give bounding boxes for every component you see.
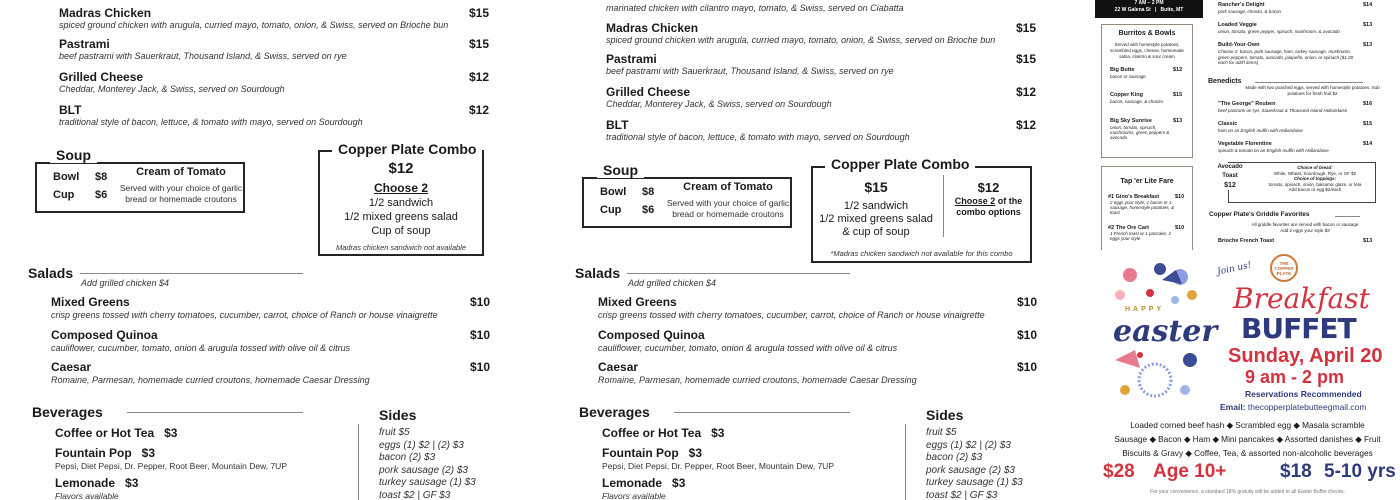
sandwich-desc: spiced ground chicken with arugula, curried mayo, tomato, onion, & Swiss, served on Brioche bun — [606, 35, 996, 45]
child-age: 5-10 yrs — [1324, 461, 1396, 482]
combo-choose-rest: of the — [995, 196, 1023, 206]
soup-desc: bread or homemade croutons — [672, 209, 784, 219]
adult-price: $28 — [1103, 461, 1135, 482]
salad-desc: Romaine, Parmesan, homemade curried croutons, homemade Caesar Dressing — [51, 375, 370, 385]
menu-item-price: $12 — [1173, 67, 1183, 73]
salad-desc: cauliflower, cucumber, tomato, onion & arugula tossed with olive oil & citrus — [598, 343, 898, 353]
menu-item-desc: bacon or sausage — [1110, 74, 1146, 79]
sandwich-desc: spiced ground chicken with arugula, curried mayo, tomato, onion, & Swiss, served on Brioche bun — [59, 20, 449, 30]
avocado-options — [1260, 165, 1370, 193]
avocado-title-1: Avocado — [1217, 164, 1243, 170]
sandwich-name: Grilled Cheese — [606, 85, 691, 99]
email-label: Email: — [1220, 402, 1246, 412]
benedicts-desc: Made with two poached eggs, served with homestyle potatoes. Sub potatoes for fresh fruit $2 — [1245, 85, 1380, 96]
toppings-addon: Add bacon or egg $2/each — [1288, 187, 1342, 192]
combo-price: $15 — [864, 179, 888, 195]
buffet-items-1: Loaded corned beef hash ◆ Scrambled egg ◆ Masala scramble — [1130, 420, 1365, 430]
salads-title: Salads — [28, 265, 74, 281]
combo-price: $12 — [388, 160, 414, 177]
soup-price: $8 — [642, 186, 655, 198]
menu-item-desc: pork sausage, chorizo, & bacon — [1218, 9, 1282, 14]
child-price: $18 — [1280, 461, 1312, 482]
combo-note: *Madras chicken sandwich not available for this combo — [830, 249, 1013, 258]
side-item: fruit $5 — [926, 427, 957, 438]
sandwich-name: Pastrami — [606, 52, 657, 66]
beverage-name: Lemonade — [55, 476, 116, 490]
beverage-item — [602, 476, 685, 490]
salad-name: Mixed Greens — [51, 295, 130, 309]
combo-option: 1/2 mixed greens salad — [819, 213, 933, 225]
salad-desc: crisp greens tossed with cherry tomatoes, cucumber, carrot, choice of Ranch or house vinaigrette — [598, 310, 985, 320]
easter-text: easter — [1113, 314, 1218, 349]
easter-flyer — [1095, 250, 1400, 500]
sandwich-price: $15 — [1015, 21, 1036, 35]
combo-divider — [943, 175, 944, 237]
sandwich-price: $15 — [468, 6, 489, 20]
menu-item-name: Vegetable Florentine — [1218, 141, 1272, 147]
beverage-price: $3 — [688, 446, 703, 460]
soup-desc: Served with your choice of garlic — [666, 198, 790, 208]
menu-item-price: $16 — [1363, 101, 1373, 107]
combo-title: Copper Plate Combo — [332, 141, 482, 157]
lunch-menu-left — [0, 0, 545, 500]
menu-item-price: $13 — [1173, 118, 1183, 124]
adult-age: Age 10+ — [1153, 461, 1227, 482]
soup-name: Cream of Tomato — [683, 181, 773, 193]
lite-fare-title: Tap 'er Lite Fare — [1120, 178, 1174, 185]
soup-desc: bread or homemade croutons — [125, 194, 237, 204]
avocado-title — [1205, 163, 1255, 190]
menu-item-name: Copper King — [1110, 92, 1143, 98]
sandwich-name: Madras Chicken — [59, 6, 152, 20]
menu-item-desc: ham on an English muffin with Hollandaise — [1218, 128, 1303, 133]
side-item: bacon (2) $3 — [379, 452, 436, 463]
menu-item-desc: 2 eggs your style, 1 bacon or 1 sausage, homestyle potatoes, & toast — [1110, 200, 1175, 215]
side-item: pork sausage (2) $3 — [379, 464, 468, 476]
menu-item-price: $14 — [1363, 2, 1373, 8]
address: 22 W Galena St | Butte, MT — [1114, 7, 1184, 13]
menu-item-desc: onion, tomato, spinach, mushrooms, green peppers & avocado — [1110, 125, 1170, 140]
join-us-text: Join us! — [1216, 260, 1253, 278]
griddle-price: $13 — [1363, 238, 1373, 244]
sandwich-name: Pastrami — [59, 37, 110, 51]
menu-item-price: $15 — [1363, 121, 1373, 127]
divider — [627, 273, 850, 274]
soup-size: Bowl — [53, 171, 80, 183]
avocado-price: $12 — [1224, 182, 1236, 189]
soup-desc: Served with your choice of garlic — [119, 183, 243, 193]
sandwich-name: BLT — [59, 103, 82, 117]
combo-note: Madras chicken sandwich not available — [335, 243, 467, 252]
happy-text: HAPPY — [1125, 306, 1165, 313]
menu-item-price: $10 — [1175, 194, 1185, 200]
sandwich-name: Grilled Cheese — [59, 70, 144, 84]
menu-item-name: "The George" Reuben — [1218, 101, 1276, 107]
lunch-menu-middle — [547, 0, 1092, 500]
sandwich-price: $12 — [1015, 85, 1036, 99]
breakfast-title: Breakfast — [1233, 282, 1370, 315]
salads-note: Add grilled chicken $4 — [628, 278, 717, 288]
beverage-name: Coffee or Hot Tea — [55, 426, 155, 440]
menu-item-price: $14 — [1363, 141, 1373, 147]
salad-name: Composed Quinoa — [598, 328, 705, 342]
sandwich-desc: marinated chicken with cilantro mayo, tomato, & Swiss, served on Ciabatta — [606, 3, 904, 13]
beverage-item — [55, 426, 177, 440]
soup-size: Cup — [53, 189, 75, 201]
salad-desc: cauliflower, cucumber, tomato, onion & arugula tossed with olive oil & citrus — [51, 343, 351, 353]
menu-item-desc: 1 French toast or 1 pancake, 2 eggs your style — [1110, 231, 1172, 241]
sides-title: Sides — [926, 407, 964, 423]
side-item: turkey sausage (1) $3 — [379, 477, 476, 488]
sandwich-name: BLT — [606, 118, 629, 132]
combo-price-half: $12 — [977, 180, 1000, 195]
sandwich-desc: traditional style of bacon, lettuce, & tomato with mayo, served on Sourdough — [606, 132, 910, 142]
salads-note: Add grilled chicken $4 — [81, 278, 170, 288]
event-time: 9 am - 2 pm — [1245, 367, 1345, 387]
beverage-item — [55, 476, 138, 490]
menu-item-price: $15 — [1173, 92, 1183, 98]
buffet-items-2: Sausage ◆ Bacon ◆ Ham ◆ Mini pancakes ◆ Assorted danishes ◆ Fruit — [1114, 434, 1381, 444]
buffet-title: BUFFET — [1241, 312, 1356, 345]
beverage-desc: Pepsi, Diet Pepsi, Dr. Pepper, Root Beer, Mountain Dew, 7UP — [55, 461, 287, 471]
griddle-desc2: Add 2 eggs your style $3 — [1280, 228, 1330, 233]
divider — [674, 412, 850, 413]
copper-plate-logo — [1270, 254, 1298, 282]
salad-name: Caesar — [598, 360, 639, 374]
divider — [1335, 216, 1360, 217]
menu-item-name: Build-Your-Own — [1218, 42, 1260, 48]
beverage-name: Coffee or Hot Tea — [602, 426, 702, 440]
side-item: eggs (1) $2 | (2) $3 — [926, 439, 1011, 451]
beverage-name: Lemonade — [602, 476, 663, 490]
combo-option: 1/2 sandwich — [843, 200, 909, 212]
soup-name: Cream of Tomato — [136, 166, 226, 178]
salad-price: $10 — [469, 328, 490, 342]
beverage-price: $3 — [672, 476, 686, 490]
menu-item-price: $10 — [1175, 225, 1185, 231]
beverages-title: Beverages — [579, 404, 650, 420]
toppings-label: Choice of toppings: — [1293, 176, 1337, 181]
menu-item-name: Big Sky Sunrise — [1110, 118, 1152, 124]
buffet-items-3: Biscuits & Gravy ◆ Coffee, Tea, & assorted non-alcoholic beverages — [1122, 448, 1373, 458]
header-banner — [1095, 0, 1203, 18]
email-link[interactable]: thecopperplatebutteegmail.com — [1247, 402, 1367, 412]
beverages-title: Beverages — [32, 404, 103, 420]
menu-item-price: $13 — [1363, 42, 1373, 48]
divider — [905, 424, 906, 500]
combo-choose: Choose 2 — [373, 181, 428, 195]
combo-title: Copper Plate Combo — [825, 156, 975, 172]
beverage-item — [602, 426, 724, 440]
beverage-name: Fountain Pop — [602, 446, 679, 460]
sandwich-price: $12 — [468, 70, 489, 84]
salad-price: $10 — [469, 360, 490, 374]
griddle-title: Copper Plate's Griddle Favorites — [1209, 211, 1310, 218]
beverage-desc: Flavors available — [55, 491, 119, 500]
combo-choose-line — [945, 196, 1032, 206]
beverage-price: $3 — [711, 426, 725, 440]
side-item: eggs (1) $2 | (2) $3 — [379, 439, 464, 451]
soup-title: Soup — [50, 147, 97, 163]
griddle-desc1: All griddle favorites are served with bacon or sausage — [1251, 222, 1359, 227]
beverage-item — [55, 446, 155, 460]
combo-option: & cup of soup — [842, 226, 910, 238]
soup-price: $8 — [95, 171, 108, 183]
menu-item-name: #2 The Ore Cart — [1108, 225, 1149, 231]
salad-price: $10 — [1016, 295, 1037, 309]
side-item: pork sausage (2) $3 — [926, 464, 1015, 476]
logo-text: THE COPPER PLATE — [1274, 261, 1294, 276]
menu-item-name: Loaded Veggie — [1218, 22, 1257, 28]
burritos-desc: Served with homestyle potatoes, scrambled eggs, cheese, homemade salsa, cilantro & sour cream — [1110, 42, 1184, 59]
combo-choose-rest: combo options — [956, 207, 1021, 217]
salad-desc: Romaine, Parmesan, homemade curried croutons, homemade Caesar Dressing — [598, 375, 917, 385]
salad-name: Mixed Greens — [598, 295, 677, 309]
side-item: bacon (2) $3 — [926, 452, 983, 463]
divider — [127, 412, 303, 413]
combo-option: Cup of soup — [371, 225, 431, 237]
breakfast-menu-and-easter-flyer — [1095, 0, 1400, 500]
menu-item-price: $13 — [1363, 22, 1373, 28]
beverage-price: $3 — [164, 426, 178, 440]
reservations-note: Reservations Recommended — [1245, 389, 1362, 399]
combo-option: 1/2 mixed greens salad — [344, 211, 458, 223]
combo-option: 1/2 sandwich — [368, 197, 434, 209]
divider — [358, 424, 359, 500]
event-date: Sunday, April 20 — [1228, 345, 1383, 367]
side-item: turkey sausage (1) $3 — [926, 477, 1023, 488]
soup-price: $6 — [642, 204, 655, 216]
bread-options: White, Wheat, Sourdough, Rye, or GF $2 — [1273, 170, 1357, 176]
side-item: fruit $5 — [379, 427, 410, 438]
salad-name: Caesar — [51, 360, 92, 374]
sandwich-desc: beef pastrami with Sauerkraut, Thousand Island, & Swiss, served on rye — [606, 66, 894, 76]
griddle-item: Brioche French Toast — [1218, 238, 1275, 244]
sandwich-price: $15 — [468, 37, 489, 51]
sandwich-name: Madras Chicken — [606, 21, 699, 35]
side-item: toast $2 | GF $3 — [926, 489, 998, 500]
sandwich-desc: traditional style of bacon, lettuce, & tomato with mayo, served on Sourdough — [59, 117, 363, 127]
salad-price: $10 — [1016, 360, 1037, 374]
divider — [1255, 82, 1363, 83]
menu-item-name: Big Butte — [1110, 67, 1135, 73]
sandwich-price: $12 — [1015, 118, 1036, 132]
menu-item-desc: bacon, sausage, & chorizo — [1110, 99, 1164, 104]
soup-title: Soup — [597, 162, 644, 178]
sandwich-desc: Cheddar, Monterey Jack, & Swiss, served on Sourdough — [606, 99, 832, 109]
salad-price: $10 — [1016, 328, 1037, 342]
menu-item-desc: beef pastrami on rye, Sauerkraut & Thousand Island Hollandaise — [1218, 108, 1348, 113]
benedicts-title: Benedicts — [1208, 78, 1242, 85]
soup-price: $6 — [95, 189, 108, 201]
beverage-price: $3 — [141, 446, 156, 460]
sandwich-price: $15 — [1015, 52, 1036, 66]
menu-item-desc: spinach & tomato on an English muffin with Hollandaise — [1218, 148, 1329, 153]
sandwich-price: $12 — [468, 103, 489, 117]
beverage-desc: Pepsi, Diet Pepsi, Dr. Pepper, Root Beer, Mountain Dew, 7UP — [602, 461, 834, 471]
side-item: toast $2 | GF $3 — [379, 489, 451, 500]
salad-desc: crisp greens tossed with cherry tomatoes, cucumber, carrot, choice of Ranch or house vinaigrette — [51, 310, 438, 320]
email-line — [1220, 402, 1367, 412]
salad-name: Composed Quinoa — [51, 328, 158, 342]
sandwich-desc: beef pastrami with Sauerkraut, Thousand Island, & Swiss, served on rye — [59, 51, 347, 61]
beverage-price: $3 — [125, 476, 139, 490]
gratuity-note: For your convenience, a standard 18% gratuity will be added to all Easter Buffet checks. — [1150, 489, 1345, 495]
toppings-options: tomato, spinach, onion, balsamic glaze, or feta — [1268, 181, 1362, 187]
combo-choose: Choose 2 — [954, 196, 996, 206]
divider — [80, 273, 303, 274]
soup-size: Bowl — [600, 186, 627, 198]
beverage-desc: Flavors available — [602, 491, 666, 500]
menu-item-name: #1 Gino's Breakfast — [1108, 194, 1160, 200]
salad-price: $10 — [469, 295, 490, 309]
burritos-title: Burritos & Bowls — [1118, 30, 1176, 37]
sandwich-desc: Cheddar, Monterey Jack, & Swiss, served on Sourdough — [59, 84, 285, 94]
menu-item-desc: Choose 2: bacon, pork sausage, ham, turkey sausage, mushroom, green peppers, tomato, avocado, jalapeño, onion, or spinach ($1.00 each for add'l items) — [1218, 49, 1354, 65]
beverage-item — [602, 446, 702, 460]
hours: 7 AM – 2 PM — [1134, 0, 1164, 6]
menu-item-name: Rancher's Delight — [1218, 2, 1265, 8]
menu-item-name: Classic — [1218, 121, 1238, 127]
avocado-title-2: Toast — [1222, 173, 1238, 179]
bread-label: Choice of bread: — [1297, 165, 1333, 170]
beverage-name: Fountain Pop — [55, 446, 132, 460]
soup-size: Cup — [600, 204, 622, 216]
salads-title: Salads — [575, 265, 621, 281]
menu-item-desc: onion, tomato, green pepper, spinach, mushroom, & avocado — [1218, 29, 1340, 34]
sides-title: Sides — [379, 407, 417, 423]
